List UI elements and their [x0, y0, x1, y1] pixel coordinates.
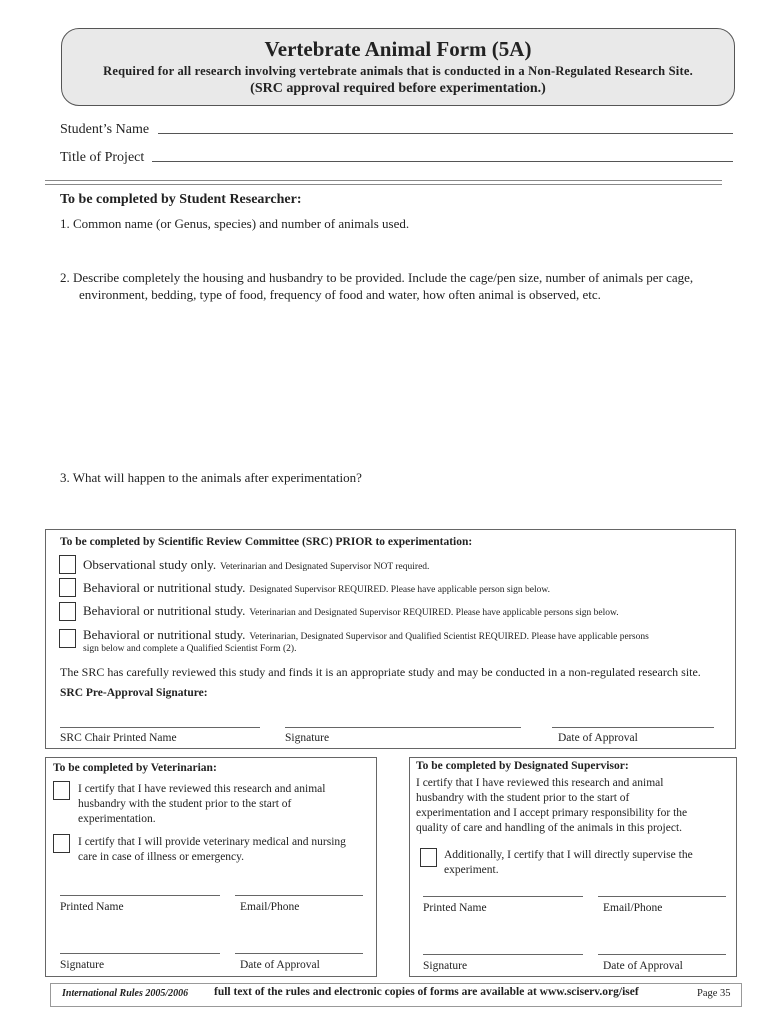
divider: [45, 180, 722, 181]
src-option: Behavioral or nutritional study. Designated Supervisor REQUIRED. Please have applicable person sign below.: [83, 580, 551, 595]
src-statement: The SRC has carefully reviewed this study and finds it is an appropriate study and may be conducted in a non-regulated research site.: [60, 665, 701, 679]
form-title: Vertebrate Animal Form (5A): [264, 37, 532, 61]
divider: [45, 184, 722, 185]
src-date-line[interactable]: [552, 727, 714, 728]
vet-section-heading: To be completed by Veterinarian:: [53, 762, 217, 774]
vet-email-line[interactable]: [235, 895, 363, 896]
vet-printed-name-line[interactable]: [60, 895, 220, 896]
supervisor-section-heading: To be completed by Designated Supervisor:: [416, 760, 629, 772]
src-option-detail-cont: sign below and complete a Qualified Scientist Form (2).: [83, 644, 297, 654]
vet-signature-line[interactable]: [60, 953, 220, 954]
supervisor-signature-line[interactable]: [423, 954, 583, 955]
vet-signature-label: Signature: [60, 959, 105, 971]
src-signature-label: Signature: [285, 732, 330, 744]
vet-date-line[interactable]: [235, 953, 363, 954]
supervisor-cert-2-checkbox[interactable]: [420, 848, 437, 867]
supervisor-date-line[interactable]: [598, 954, 726, 955]
page-number: Page 35: [697, 988, 731, 999]
vet-email-label: Email/Phone: [240, 901, 300, 913]
vet-cert-2: I certify that I will provide veterinary medical and nursing care in case of illness or emergency.: [78, 836, 346, 863]
src-preapproval-label: SRC Pre-Approval Signature:: [60, 687, 208, 699]
project-title-label: Title of Project: [60, 150, 145, 165]
question-2-cont: environment, bedding, type of food, frequency of food and water, how often animal is observed, etc.: [79, 287, 601, 302]
vet-cert-1-checkbox[interactable]: [53, 781, 70, 800]
src-chair-name-line[interactable]: [60, 727, 260, 728]
supervisor-cert-1: I certify that I have reviewed this research and animal husbandry with the student prior to the start of experimentation and I accept primary responsibility for the quality of care and handling of the animals in this project.: [416, 777, 688, 834]
form-note: (SRC approval required before experimentation.): [250, 81, 546, 96]
question-3: 3. What will happen to the animals after experimentation?: [60, 470, 362, 485]
vet-cert-1: I certify that I have reviewed this research and animal husbandry with the student prior to the start of experimentation.: [78, 783, 326, 825]
src-section-heading: To be completed by Scientific Review Committee (SRC) PRIOR to experimentation:: [60, 536, 473, 548]
student-section-heading: To be completed by Student Researcher:: [60, 192, 302, 207]
footer-rules: International Rules 2005/2006: [62, 988, 189, 999]
vet-date-label: Date of Approval: [240, 959, 320, 971]
src-option-checkbox[interactable]: [59, 602, 76, 621]
supervisor-printed-name-label: Printed Name: [423, 902, 487, 914]
supervisor-date-label: Date of Approval: [603, 960, 683, 972]
src-chair-name-label: SRC Chair Printed Name: [60, 732, 177, 744]
supervisor-email-line[interactable]: [598, 896, 726, 897]
src-option-checkbox[interactable]: [59, 555, 76, 574]
question-1: 1. Common name (or Genus, species) and number of animals used.: [60, 216, 410, 231]
student-name-field[interactable]: [158, 133, 733, 134]
src-option-checkbox[interactable]: [59, 578, 76, 597]
src-signature-line[interactable]: [285, 727, 521, 728]
src-option: Behavioral or nutritional study. Veterinarian and Designated Supervisor REQUIRED. Please have applicable persons sign below.: [83, 603, 619, 618]
supervisor-printed-name-line[interactable]: [423, 896, 583, 897]
src-date-label: Date of Approval: [558, 732, 638, 744]
src-option-checkbox[interactable]: [59, 629, 76, 648]
src-option: Observational study only. Veterinarian and Designated Supervisor NOT required.: [83, 557, 430, 572]
supervisor-signature-label: Signature: [423, 960, 468, 972]
src-option: Behavioral or nutritional study. Veterinarian, Designated Supervisor and Qualified Scientist REQUIRED. Please have applicable persons: [83, 627, 649, 642]
form-header: [61, 28, 735, 106]
supervisor-email-label: Email/Phone: [603, 902, 663, 914]
vet-cert-2-checkbox[interactable]: [53, 834, 70, 853]
project-title-field[interactable]: [152, 161, 733, 162]
form-subtitle: Required for all research involving vertebrate animals that is conducted in a Non-Regulated Research Site.: [103, 64, 693, 78]
supervisor-cert-2: Additionally, I certify that I will directly supervise the experiment.: [444, 849, 693, 876]
footer-text: full text of the rules and electronic copies of forms are available at www.sciserv.org/isef: [214, 986, 639, 998]
question-2: 2. Describe completely the housing and husbandry to be provided. Include the cage/pen size, number of animals per cage,: [60, 270, 694, 285]
student-name-label: Student’s Name: [60, 122, 150, 137]
vet-printed-name-label: Printed Name: [60, 901, 124, 913]
